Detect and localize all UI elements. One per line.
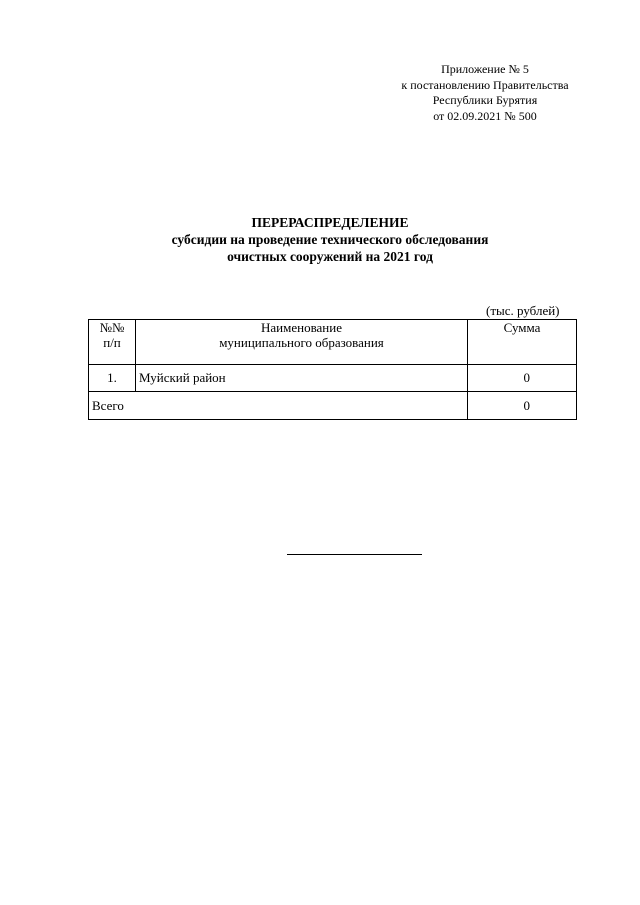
header-name-line-2: муниципального образования [219, 335, 384, 350]
units-label: (тыс. рублей) [486, 303, 560, 318]
table-total-row [89, 392, 577, 420]
row-sum: 0 [468, 365, 577, 392]
distribution-table [88, 319, 577, 420]
signature-line [287, 554, 422, 555]
title-line-2: субсидии на проведение технического обследования [171, 232, 489, 247]
row-name: Муйский район [136, 365, 468, 392]
header-number-line-2: п/п [103, 335, 121, 350]
header-number-line-1: №№ [99, 320, 125, 335]
attachment-date: от 02.09.2021 № 500 [433, 108, 537, 123]
header-name [136, 320, 468, 365]
attachment-reference: к постановлению Правительства [401, 77, 569, 92]
total-sum: 0 [468, 392, 577, 420]
title-line-1: ПЕРЕРАСПРЕДЕЛЕНИЕ [251, 215, 409, 230]
table-row [89, 365, 577, 392]
document-title [60, 214, 600, 265]
header-sum: Сумма [468, 320, 577, 365]
attachment-republic: Республики Бурятия [432, 93, 538, 107]
title-line-3: очистных сооружений на 2021 год [227, 249, 433, 264]
header-number [89, 320, 136, 365]
row-number: 1. [89, 365, 136, 392]
header-name-line-1: Наименование [261, 320, 342, 335]
attachment-block [380, 62, 590, 124]
total-label: Всего [89, 392, 468, 420]
attachment-number: Приложение № 5 [441, 62, 529, 76]
table-header-row [89, 320, 577, 365]
